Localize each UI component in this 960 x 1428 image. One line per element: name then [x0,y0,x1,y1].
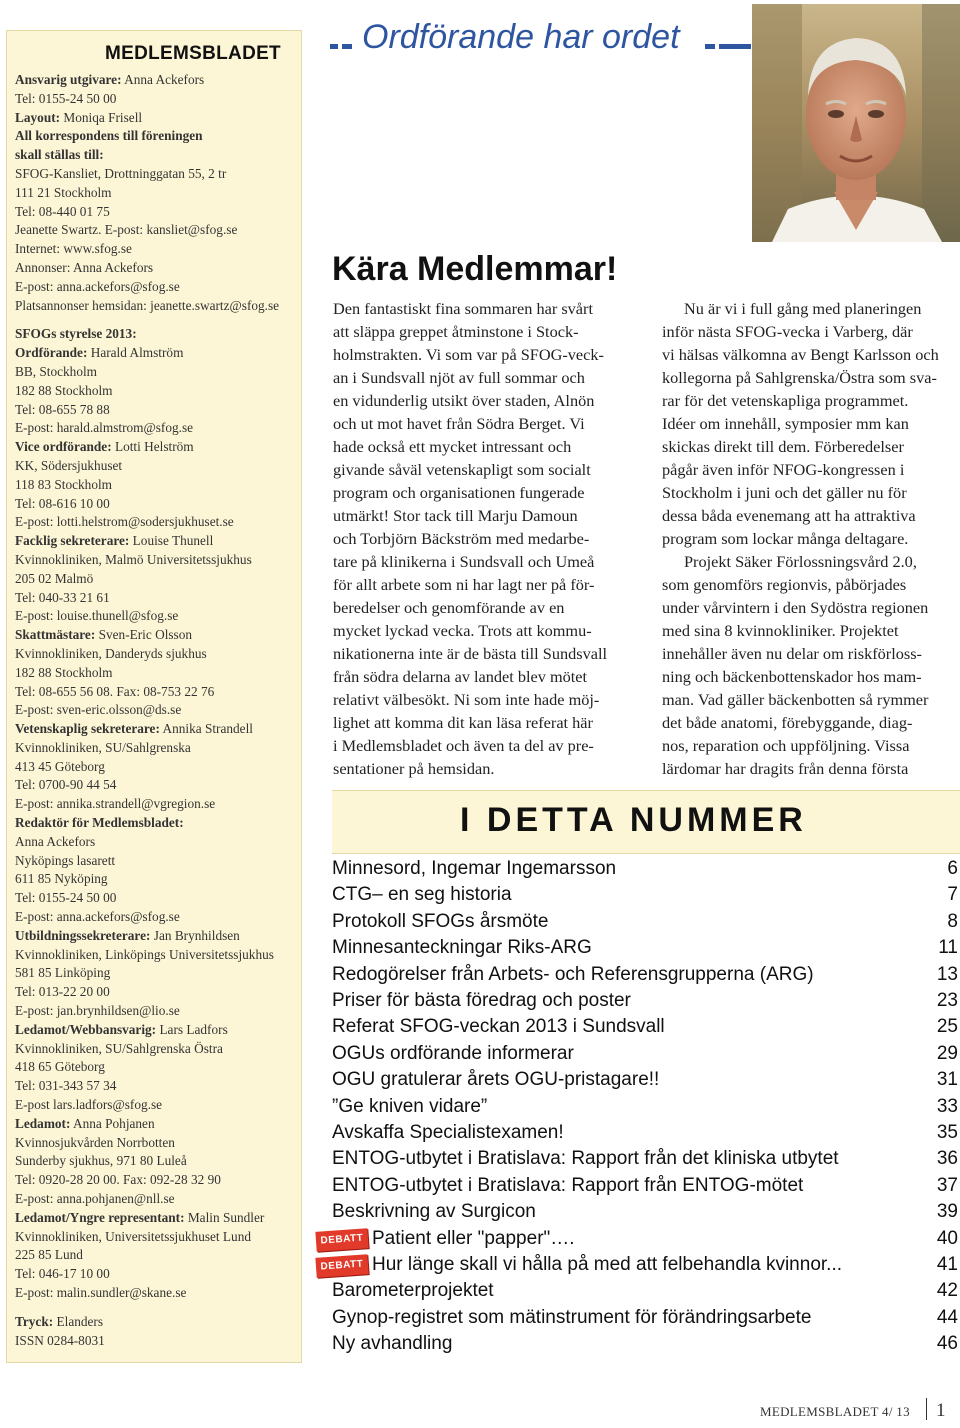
board-heading: SFOGs styrelse 2013: [15,326,137,342]
footer-divider [926,1398,927,1420]
article-line: lärdomar har dragits från denna första [662,759,909,778]
toc-item-title: ENTOG-utbytet i Bratislava: Rapport från ENTOG-mötet [332,1174,804,1196]
article-line: mycket lyckad vecka. Trots att kommu- [333,621,592,640]
greeting: Kära Medlemmar! [332,250,618,288]
toc-item[interactable] [332,1069,958,1095]
toc-item-page: 39 [936,1201,958,1223]
article-line: givande såväl vetenskapligt som socialt [333,460,591,479]
article-heading: Ordförande har ordet [362,18,680,56]
toc-item[interactable] [332,1307,958,1333]
page-footer [760,1400,946,1421]
toc-item-title: Redogörelser från Arbets- och Referensgrupperna (ARG) [332,963,814,985]
toc-item[interactable] [332,1201,958,1227]
toc-item-page: 29 [936,1042,958,1064]
article-line: innehåller även nu delar om riskförloss- [662,644,922,663]
toc-item-page: 6 [947,858,958,879]
toc-item[interactable] [320,1227,958,1254]
layout-line: Layout: Moniqa Frisell [15,109,143,125]
article-line: och ut mot havet från Södra Berget. Vi [333,414,585,433]
article-line: Nu är vi i full gång med planeringen [684,299,922,318]
masthead-title: MEDLEMSBLADET [105,43,281,64]
article-line: beredelser och genomförande av en [333,598,565,617]
toc-item[interactable] [332,1016,958,1042]
article-line: relativt välbesökt. Ni som inte hade möj- [333,690,600,709]
issn: ISSN 0284-8031 [15,1332,105,1348]
toc-item-title: Priser för bästa föredrag och poster [332,990,631,1011]
toc-item[interactable] [332,1175,958,1201]
article-line: i Medlemsbladet och även ta del av pre- [333,736,594,755]
job-ads-email[interactable]: Platsannonser hemsidan: jeanette.swartz@sfog.se [15,297,280,313]
toc-item[interactable] [332,1122,958,1148]
toc-item-page: 23 [936,990,958,1011]
toc-item-title: Referat SFOG-veckan 2013 i Sundsvall [332,1016,665,1038]
toc-item-page: 31 [936,1069,958,1091]
kansli-email[interactable]: Jeanette Swartz. E-post: kansliet@sfog.se [15,222,238,238]
toc-item-title: Beskrivning av Surgicon [332,1201,536,1223]
toc-item-page: 46 [936,1333,958,1355]
article-line: under vårvintern i den Sydöstra regionen [662,598,929,617]
toc-item[interactable] [332,1043,958,1069]
toc-item[interactable] [332,1333,958,1359]
article-line: holmstrakten. Vi som var på SFOG-veck- [333,345,604,364]
article-column-1 [333,297,630,780]
toc-item-page: 44 [936,1306,958,1328]
article-line: program som lockar många deltagare. [662,529,909,548]
masthead-sidebar: MEDLEMSBLADET Ansvarig utgivare: Anna Ackefors Tel: 0155-24 50 00 Layout: Moniqa Frisell All korrespondens till föreningen skall ställas till: SFOG-Kansliet, Drottninggatan 55, 2 tr 111 21 Stockholm Tel: 08-440 01 75 Jeanette Swartz. E-post: kansliet@sfog.se Internet: www.sfog.se Annonser: Anna Ackefors E-post: anna.ackefors@sfog.se Platsannonser hemsidan: jeanette.swartz@sfog.se SFOGs styrelse 2013: Ordförande: Harald Almström BB, Stockholm 182 88 Stockholm Tel: 08-655 78 88 E-post: harald.almstrom@sfog.se Vice ordförande: Lotti Helström KK, Södersjukhuset 118 83 Stockholm Tel: 08-616 10 00 E-post: lotti.helstrom@sodersjukhuset.se Facklig sekreterare: Louise Thunell Kvinnokliniken, Malmö Universitetssjukhus 205 02 Malmö Tel: 040-33 21 61 E-post: louise.thunell@sfog.se Skattmästare: Sven-Eric Olsson Kvinnokliniken, Danderyds sjukhus 182 88 Stockholm Tel: 08-655 56 08. Fax: 08-753 22 76 E-post: sven-eric.olsson@ds.se Vetenskaplig sekreterare: Annika Strandell Kvinnokliniken, SU/Sahlgrenska 413 45 Göteborg Tel: 0700-90 44 54 E-post: annika.strandell@vgregion.se Redaktör för Medlemsbladet: Anna Ackefors Nyköpings lasarett 611 85 Nyköping Tel: 0155-24 50 00 E-post: anna.ackefors@sfog.se Utbildningssekreterare: Jan Brynhildsen Kvinnokliniken, Linköpings Universitetssjukhus 581 85 Linköping Tel: 013-22 20 00 E-post: jan.brynhildsen@lio.se Ledamot/Webbansvarig: Lars Ladfors Kvinnokliniken, SU/Sahlgrenska Östra 418 65 Göteborg Tel: 031-343 57 34 E-post lars.ladfors@sfog.se Ledamot: Anna Pohjanen Kvinnosjukvården Norrbotten Sunderby sjukhus, 971 80 Luleå Tel: 0920-28 20 00. Fax: 092-28 32 90 E-post: anna.pohjanen@nll.se Ledamot/Yngre representant: Malin Sundler Kvinnokliniken, Universitetssjukhuset Lund 225 85 Lund Tel: 046-17 10 00 E-post: malin.sundler@skane.se Tryck: Elanders ISSN 0284-8031 [6,30,302,1363]
toc-item-page: 7 [947,884,958,906]
toc-item-title: OGU gratulerar årets OGU-pristagare!! [332,1069,660,1091]
chairman-portrait [752,4,960,242]
printer-line: Tryck: Elanders [15,1313,104,1329]
toc-title: I DETTA NUMMER [460,801,807,839]
article-line: program och organisationen fungerade [333,483,585,502]
article-line: det både anatomi, förebyggande, diag- [662,713,913,732]
toc-item-page: 25 [936,1016,958,1038]
article-column-2 [662,297,958,780]
article-line: kollegorna på Sahlgrenska/Östra som sva- [662,368,937,387]
article-line: vi hälsas välkomna av Bengt Karlsson och [662,345,939,364]
article-line: för allt arbete som ni har lagt ner på för- [333,575,595,594]
debatt-badge: DEBATT [315,1254,368,1278]
portrait-illustration [752,4,960,242]
article-line: hade också ett mycket intressant och [333,437,572,456]
article-line: en vidunderlig utsikt över staden, Alnön [333,391,595,410]
toc-item[interactable] [332,911,958,937]
article-line: nos, reparation och uppföljning. Vissa [662,736,910,755]
article-line: lighet att komma dit kan läsa referat här [333,713,593,732]
article-line: nikationerna inte är de bästa till Sundsvall [333,644,607,663]
publisher-line: Ansvarig utgivare: Anna Ackefors [15,72,205,87]
toc-item-page: 13 [936,963,958,985]
article-line: och Torbjörn Bäckström med medarbe- [333,529,590,548]
toc-item-page: 42 [936,1280,958,1302]
toc-item-title: Minnesord, Ingemar Ingemarsson [332,858,617,879]
article-line: skickas direkt till dem. Förberedelser [662,437,904,456]
page-number: 1 [936,1400,946,1421]
article-line: tare på klinikerna i Sundsvall och Umeå [333,552,595,571]
article-line: Stockholm i juni och det gäller nu för [662,483,907,502]
toc-item[interactable] [320,1254,958,1280]
toc-item-title: Patient eller "papper"…. [372,1227,575,1249]
toc-item-page: 37 [936,1174,958,1196]
debatt-badge: DEBATT [315,1228,368,1252]
toc-item-title: Avskaffa Specialistexamen! [332,1122,564,1143]
toc-item-title: Gynop-registret som mätinstrument för förändringsarbete [332,1306,812,1328]
footer-publication: MEDLEMSBLADET 4/ 13 [760,1404,910,1419]
article-line: som genomförs regionvis, påbörjades [662,575,907,594]
toc-item[interactable] [332,858,958,884]
website-link[interactable]: Internet: www.sfog.se [15,241,132,257]
toc-item-page: 11 [938,937,958,959]
toc-item-title: OGUs ordförande informerar [332,1042,574,1064]
toc-item[interactable] [332,964,958,990]
toc-item-page: 41 [936,1254,958,1275]
article-line: inför nästa SFOG-vecka i Varberg, där [662,322,913,341]
toc-item-title: Hur länge skall vi hålla på med att felbehandla kvinnor... [372,1254,842,1275]
toc-item-title: Ny avhandling [332,1333,453,1355]
toc-item-page: 35 [936,1122,958,1143]
article-line: från södra delarna av landet blev mötet [333,667,588,686]
article-line: dessa båda evenemang att ha attraktiva [662,506,916,525]
article-line: Idéer om innehåll, symposier mm kan [662,414,909,433]
article-line: att släppa greppet åtminstone i Stock- [333,322,579,341]
article-line: sentationer på hemsidan. [333,759,495,778]
toc-item-page: 40 [936,1227,958,1249]
toc-item-title: ”Ge kniven vidare” [332,1095,488,1117]
article-line: med sina 8 kvinnokliniker. Projektet [662,621,899,640]
article-line: ning och bäckenbottenskador hos mam- [662,667,922,686]
toc-item-title: Barometerprojektet [332,1280,494,1302]
toc-item-page: 8 [947,910,958,932]
article-line: man. Vad gäller bäckenbotten så rymmer [662,690,929,709]
article-line: Den fantastiskt fina sommaren har svårt [333,299,593,318]
toc-item-title: CTG– en seg historia [332,884,512,906]
toc-item[interactable] [332,1096,958,1122]
article-line: an i Sundsvall njöt av full sommar och [333,368,585,387]
ads-email[interactable]: E-post: anna.ackefors@sfog.se [15,278,180,294]
article-line: Projekt Säker Förlossningsvård 2.0, [684,552,917,571]
toc-item[interactable] [332,884,958,910]
toc-item-title: ENTOG-utbytet i Bratislava: Rapport från det kliniska utbytet [332,1148,839,1170]
toc-item[interactable] [332,990,958,1016]
article-line: pågår även inför NFOG-kongressen i [662,460,905,479]
toc-item[interactable] [332,937,958,963]
article-line: utmärkt! Stor tack till Marju Damoun [333,506,578,525]
toc-item-page: 36 [936,1148,958,1170]
toc-item[interactable] [332,1280,958,1306]
toc-item-title: Protokoll SFOGs årsmöte [332,910,549,932]
toc-item-title: Minnesanteckningar Riks-ARG [332,937,592,959]
article-line: rar för det vetenskapliga programmet. [662,391,909,410]
toc-item[interactable] [332,1148,958,1174]
toc-item-page: 33 [936,1095,958,1117]
